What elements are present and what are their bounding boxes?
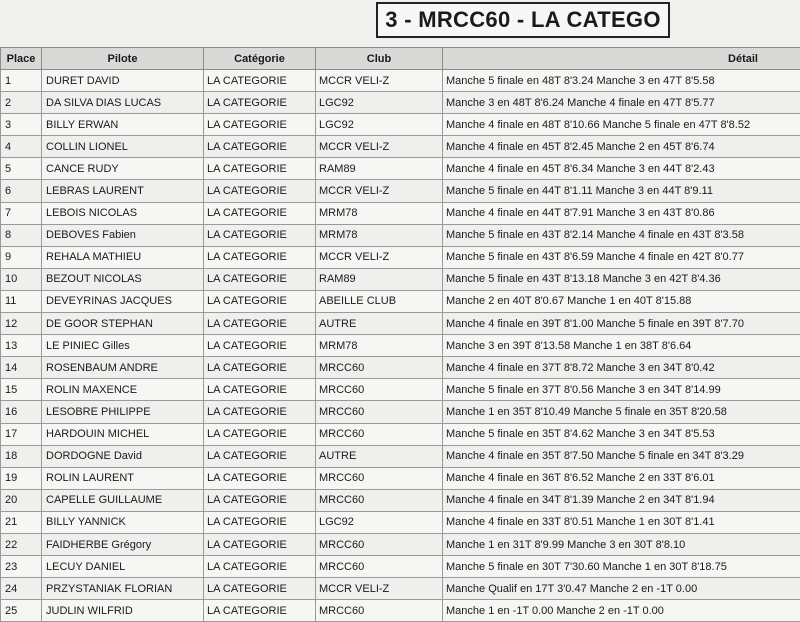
- cell-categorie: LA CATEGORIE: [204, 268, 316, 290]
- cell-categorie: LA CATEGORIE: [204, 578, 316, 600]
- cell-club: MRCC60: [316, 600, 443, 622]
- table-row: [1, 533, 800, 555]
- table-row: [1, 158, 800, 180]
- cell-pilote: COLLIN LIONEL: [42, 136, 204, 158]
- cell-detail: Manche 4 finale en 33T 8'0.51 Manche 1 en 30T 8'1.41: [443, 511, 800, 533]
- cell-detail: Manche 1 en 35T 8'10.49 Manche 5 finale en 35T 8'20.58: [443, 401, 800, 423]
- cell-categorie: LA CATEGORIE: [204, 445, 316, 467]
- cell-club: MRM78: [316, 224, 443, 246]
- cell-place: 3: [1, 114, 42, 136]
- cell-pilote: ROSENBAUM ANDRE: [42, 357, 204, 379]
- cell-pilote: ROLIN LAURENT: [42, 467, 204, 489]
- cell-detail: Manche 4 finale en 44T 8'7.91 Manche 3 en 43T 8'0.86: [443, 202, 800, 224]
- cell-club: MRCC60: [316, 489, 443, 511]
- cell-categorie: LA CATEGORIE: [204, 357, 316, 379]
- cell-detail: Manche 4 finale en 34T 8'1.39 Manche 2 en 34T 8'1.94: [443, 489, 800, 511]
- cell-place: 10: [1, 268, 42, 290]
- cell-detail: Manche 1 en 31T 8'9.99 Manche 3 en 30T 8'8.10: [443, 533, 800, 555]
- table-row: [1, 224, 800, 246]
- table-row: [1, 423, 800, 445]
- cell-categorie: LA CATEGORIE: [204, 224, 316, 246]
- cell-pilote: DURET DAVID: [42, 70, 204, 92]
- table-header-row: [1, 48, 800, 70]
- page-title-box: [376, 2, 670, 38]
- table-row: [1, 600, 800, 622]
- cell-place: 23: [1, 556, 42, 578]
- header-club: Club: [316, 48, 443, 70]
- cell-detail: Manche 3 en 39T 8'13.58 Manche 1 en 38T 8'6.64: [443, 335, 800, 357]
- cell-pilote: DA SILVA DIAS LUCAS: [42, 92, 204, 114]
- cell-place: 7: [1, 202, 42, 224]
- cell-detail: Manche 4 finale en 45T 8'6.34 Manche 3 en 44T 8'2.43: [443, 158, 800, 180]
- table-row: [1, 511, 800, 533]
- cell-detail: Manche 4 finale en 48T 8'10.66 Manche 5 finale en 47T 8'8.52: [443, 114, 800, 136]
- cell-place: 6: [1, 180, 42, 202]
- cell-categorie: LA CATEGORIE: [204, 335, 316, 357]
- cell-place: 19: [1, 467, 42, 489]
- cell-place: 14: [1, 357, 42, 379]
- cell-detail: Manche 5 finale en 37T 8'0.56 Manche 3 en 34T 8'14.99: [443, 379, 800, 401]
- cell-place: 11: [1, 290, 42, 312]
- table-row: [1, 313, 800, 335]
- table-row: [1, 92, 800, 114]
- cell-categorie: LA CATEGORIE: [204, 158, 316, 180]
- cell-place: 22: [1, 533, 42, 555]
- cell-place: 21: [1, 511, 42, 533]
- table-row: [1, 180, 800, 202]
- cell-detail: Manche 5 finale en 43T 8'13.18 Manche 3 en 42T 8'4.36: [443, 268, 800, 290]
- cell-detail: Manche 4 finale en 45T 8'2.45 Manche 2 en 45T 8'6.74: [443, 136, 800, 158]
- cell-pilote: FAIDHERBE Grégory: [42, 533, 204, 555]
- cell-detail: Manche 4 finale en 39T 8'1.00 Manche 5 finale en 39T 8'7.70: [443, 313, 800, 335]
- table-row: [1, 202, 800, 224]
- cell-categorie: LA CATEGORIE: [204, 600, 316, 622]
- table-row: [1, 268, 800, 290]
- cell-club: ABEILLE CLUB: [316, 290, 443, 312]
- cell-place: 16: [1, 401, 42, 423]
- cell-club: AUTRE: [316, 313, 443, 335]
- cell-categorie: LA CATEGORIE: [204, 70, 316, 92]
- cell-pilote: ROLIN MAXENCE: [42, 379, 204, 401]
- table-row: [1, 578, 800, 600]
- cell-detail: Manche 4 finale en 36T 8'6.52 Manche 2 en 33T 8'6.01: [443, 467, 800, 489]
- cell-club: MCCR VELI-Z: [316, 246, 443, 268]
- table-row: [1, 357, 800, 379]
- cell-pilote: LEBOIS NICOLAS: [42, 202, 204, 224]
- header-detail: Détail: [443, 48, 800, 70]
- cell-categorie: LA CATEGORIE: [204, 467, 316, 489]
- cell-pilote: LESOBRE PHILIPPE: [42, 401, 204, 423]
- cell-detail: Manche 5 finale en 43T 8'2.14 Manche 4 finale en 43T 8'3.58: [443, 224, 800, 246]
- cell-place: 20: [1, 489, 42, 511]
- cell-pilote: REHALA MATHIEU: [42, 246, 204, 268]
- cell-detail: Manche Qualif en 17T 3'0.47 Manche 2 en -1T 0.00: [443, 578, 800, 600]
- cell-club: MRM78: [316, 202, 443, 224]
- table-row: [1, 467, 800, 489]
- cell-categorie: LA CATEGORIE: [204, 423, 316, 445]
- cell-club: RAM89: [316, 158, 443, 180]
- header-place: Place: [1, 48, 42, 70]
- cell-pilote: CAPELLE GUILLAUME: [42, 489, 204, 511]
- cell-categorie: LA CATEGORIE: [204, 180, 316, 202]
- table-row: [1, 70, 800, 92]
- cell-pilote: LEBRAS LAURENT: [42, 180, 204, 202]
- cell-detail: Manche 5 finale en 48T 8'3.24 Manche 3 en 47T 8'5.58: [443, 70, 800, 92]
- table-row: [1, 379, 800, 401]
- cell-detail: Manche 5 finale en 44T 8'1.11 Manche 3 en 44T 8'9.11: [443, 180, 800, 202]
- cell-categorie: LA CATEGORIE: [204, 401, 316, 423]
- cell-categorie: LA CATEGORIE: [204, 290, 316, 312]
- cell-categorie: LA CATEGORIE: [204, 313, 316, 335]
- cell-club: MRCC60: [316, 556, 443, 578]
- table-row: [1, 556, 800, 578]
- cell-categorie: LA CATEGORIE: [204, 114, 316, 136]
- cell-place: 4: [1, 136, 42, 158]
- cell-club: MCCR VELI-Z: [316, 180, 443, 202]
- table-row: [1, 136, 800, 158]
- header-pilote: Pilote: [42, 48, 204, 70]
- cell-place: 24: [1, 578, 42, 600]
- cell-categorie: LA CATEGORIE: [204, 379, 316, 401]
- cell-categorie: LA CATEGORIE: [204, 489, 316, 511]
- cell-pilote: BILLY ERWAN: [42, 114, 204, 136]
- cell-detail: Manche 3 en 48T 8'6.24 Manche 4 finale en 47T 8'5.77: [443, 92, 800, 114]
- cell-club: MRCC60: [316, 357, 443, 379]
- cell-place: 1: [1, 70, 42, 92]
- table-row: [1, 401, 800, 423]
- cell-club: MRCC60: [316, 379, 443, 401]
- cell-detail: Manche 5 finale en 43T 8'6.59 Manche 4 finale en 42T 8'0.77: [443, 246, 800, 268]
- cell-pilote: DEBOVES Fabien: [42, 224, 204, 246]
- cell-categorie: LA CATEGORIE: [204, 202, 316, 224]
- table-row: [1, 246, 800, 268]
- cell-club: MCCR VELI-Z: [316, 70, 443, 92]
- cell-pilote: HARDOUIN MICHEL: [42, 423, 204, 445]
- cell-place: 17: [1, 423, 42, 445]
- cell-pilote: LE PINIEC Gilles: [42, 335, 204, 357]
- page-title: 3 - MRCC60 - LA CATEGO: [385, 7, 661, 33]
- cell-pilote: DE GOOR STEPHAN: [42, 313, 204, 335]
- cell-pilote: JUDLIN WILFRID: [42, 600, 204, 622]
- cell-detail: Manche 5 finale en 30T 7'30.60 Manche 1 en 30T 8'18.75: [443, 556, 800, 578]
- cell-club: LGC92: [316, 511, 443, 533]
- cell-club: MRCC60: [316, 423, 443, 445]
- cell-club: MRCC60: [316, 533, 443, 555]
- cell-detail: Manche 5 finale en 35T 8'4.62 Manche 3 en 34T 8'5.53: [443, 423, 800, 445]
- cell-categorie: LA CATEGORIE: [204, 246, 316, 268]
- cell-place: 13: [1, 335, 42, 357]
- cell-pilote: LECUY DANIEL: [42, 556, 204, 578]
- table-row: [1, 335, 800, 357]
- table-row: [1, 114, 800, 136]
- table-row: [1, 290, 800, 312]
- header-categorie: Catégorie: [204, 48, 316, 70]
- cell-detail: Manche 4 finale en 35T 8'7.50 Manche 5 finale en 34T 8'3.29: [443, 445, 800, 467]
- results-table: [0, 47, 800, 622]
- cell-pilote: BEZOUT NICOLAS: [42, 268, 204, 290]
- cell-club: LGC92: [316, 92, 443, 114]
- cell-club: MCCR VELI-Z: [316, 136, 443, 158]
- cell-detail: Manche 2 en 40T 8'0.67 Manche 1 en 40T 8'15.88: [443, 290, 800, 312]
- cell-pilote: CANCE RUDY: [42, 158, 204, 180]
- cell-place: 5: [1, 158, 42, 180]
- cell-categorie: LA CATEGORIE: [204, 533, 316, 555]
- cell-categorie: LA CATEGORIE: [204, 92, 316, 114]
- cell-club: MRCC60: [316, 401, 443, 423]
- cell-pilote: DORDOGNE David: [42, 445, 204, 467]
- cell-categorie: LA CATEGORIE: [204, 511, 316, 533]
- cell-categorie: LA CATEGORIE: [204, 556, 316, 578]
- cell-club: RAM89: [316, 268, 443, 290]
- cell-place: 25: [1, 600, 42, 622]
- cell-club: MCCR VELI-Z: [316, 578, 443, 600]
- cell-place: 18: [1, 445, 42, 467]
- cell-club: LGC92: [316, 114, 443, 136]
- table-row: [1, 445, 800, 467]
- cell-place: 15: [1, 379, 42, 401]
- table-row: [1, 489, 800, 511]
- cell-place: 8: [1, 224, 42, 246]
- cell-place: 2: [1, 92, 42, 114]
- cell-pilote: PRZYSTANIAK FLORIAN: [42, 578, 204, 600]
- cell-pilote: DEVEYRINAS JACQUES: [42, 290, 204, 312]
- cell-pilote: BILLY YANNICK: [42, 511, 204, 533]
- cell-categorie: LA CATEGORIE: [204, 136, 316, 158]
- cell-club: MRCC60: [316, 467, 443, 489]
- cell-place: 9: [1, 246, 42, 268]
- cell-detail: Manche 1 en -1T 0.00 Manche 2 en -1T 0.00: [443, 600, 800, 622]
- cell-place: 12: [1, 313, 42, 335]
- cell-club: AUTRE: [316, 445, 443, 467]
- cell-detail: Manche 4 finale en 37T 8'8.72 Manche 3 en 34T 8'0.42: [443, 357, 800, 379]
- cell-club: MRM78: [316, 335, 443, 357]
